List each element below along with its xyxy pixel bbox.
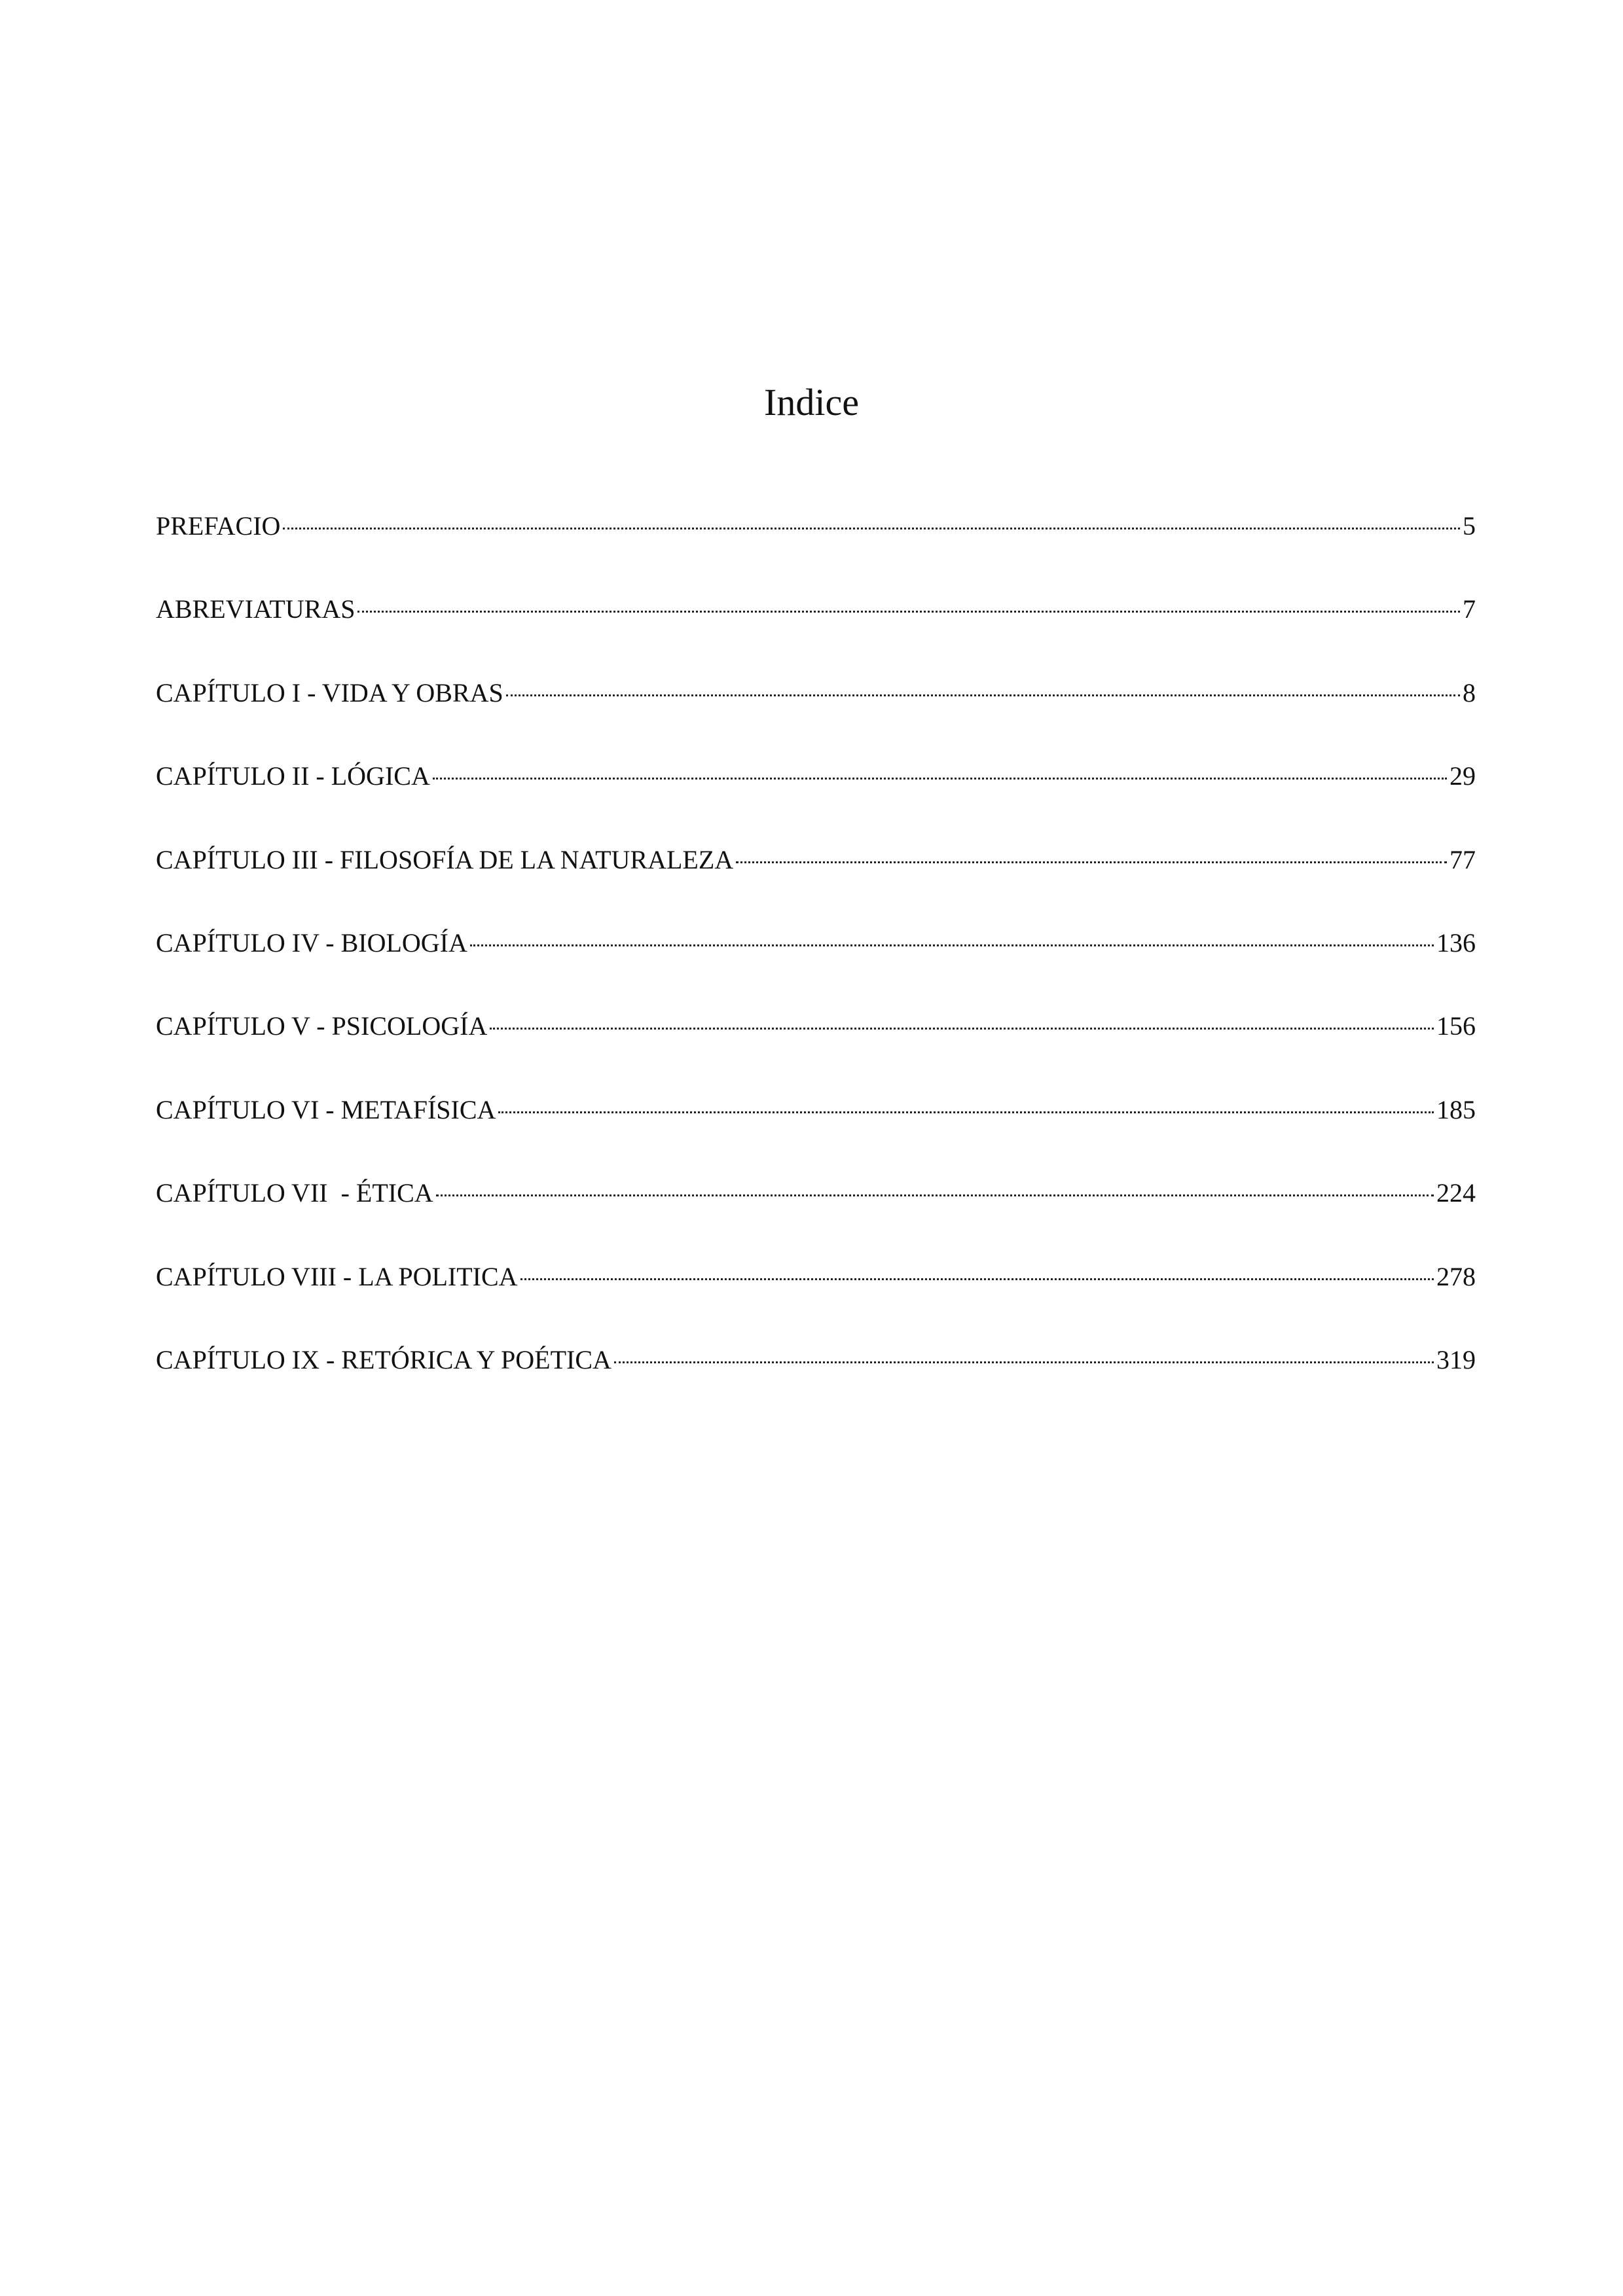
dot-leader [490, 1028, 1434, 1030]
toc-entry-page: 185 [1436, 1094, 1476, 1124]
toc-entry-label: ABREVIATURAS [156, 594, 356, 624]
toc-entry-page: 136 [1436, 927, 1476, 958]
toc-entry-page: 5 [1463, 511, 1476, 541]
toc-entry[interactable] [156, 1174, 1476, 1257]
dot-leader [436, 1194, 1434, 1196]
toc-entry-page: 224 [1436, 1178, 1476, 1208]
toc-entry-page: 7 [1463, 594, 1476, 624]
toc-entry-label: CAPÍTULO V - PSICOLOGÍA [156, 1011, 488, 1041]
toc-entry[interactable] [156, 507, 1476, 590]
toc-entry-label: CAPÍTULO VIII - LA POLITICA [156, 1261, 518, 1291]
toc-entry-label: CAPÍTULO VI - METAFÍSICA [156, 1094, 496, 1124]
toc-entry[interactable] [156, 924, 1476, 1007]
toc-entry[interactable] [156, 1340, 1476, 1424]
toc-entry-page: 278 [1436, 1261, 1476, 1291]
toc-entry[interactable] [156, 1090, 1476, 1174]
table-of-contents [156, 507, 1476, 1424]
toc-entry-page: 77 [1450, 844, 1476, 874]
toc-entry[interactable] [156, 840, 1476, 924]
toc-entry[interactable] [156, 757, 1476, 840]
dot-leader [506, 694, 1460, 696]
toc-entry-page: 29 [1450, 761, 1476, 791]
dot-leader [433, 778, 1447, 780]
page-title: Indice [764, 381, 859, 423]
toc-entry-label: CAPÍTULO I - VIDA Y OBRAS [156, 677, 503, 708]
dot-leader [614, 1361, 1434, 1363]
toc-entry[interactable] [156, 1007, 1476, 1090]
dot-leader [357, 611, 1460, 613]
toc-entry-label: CAPÍTULO II - LÓGICA [156, 761, 430, 791]
dot-leader [736, 861, 1447, 863]
dot-leader [283, 528, 1460, 529]
toc-entry-page: 156 [1436, 1011, 1476, 1041]
toc-entry-label: CAPÍTULO IX - RETÓRICA Y POÉTICA [156, 1344, 611, 1374]
toc-entry-page: 8 [1463, 677, 1476, 708]
toc-entry[interactable] [156, 590, 1476, 673]
toc-entry-label: PREFACIO [156, 511, 281, 541]
dot-leader [470, 944, 1434, 946]
dot-leader [498, 1111, 1434, 1113]
toc-entry-label: CAPÍTULO IV - BIOLOGÍA [156, 927, 467, 958]
toc-entry-label: CAPÍTULO III - FILOSOFÍA DE LA NATURALEZA [156, 844, 734, 874]
toc-entry-page: 319 [1436, 1344, 1476, 1374]
toc-entry[interactable] [156, 673, 1476, 757]
dot-leader [520, 1278, 1434, 1280]
toc-entry-label: CAPÍTULO VII - ÉTICA [156, 1178, 433, 1208]
toc-entry[interactable] [156, 1257, 1476, 1340]
